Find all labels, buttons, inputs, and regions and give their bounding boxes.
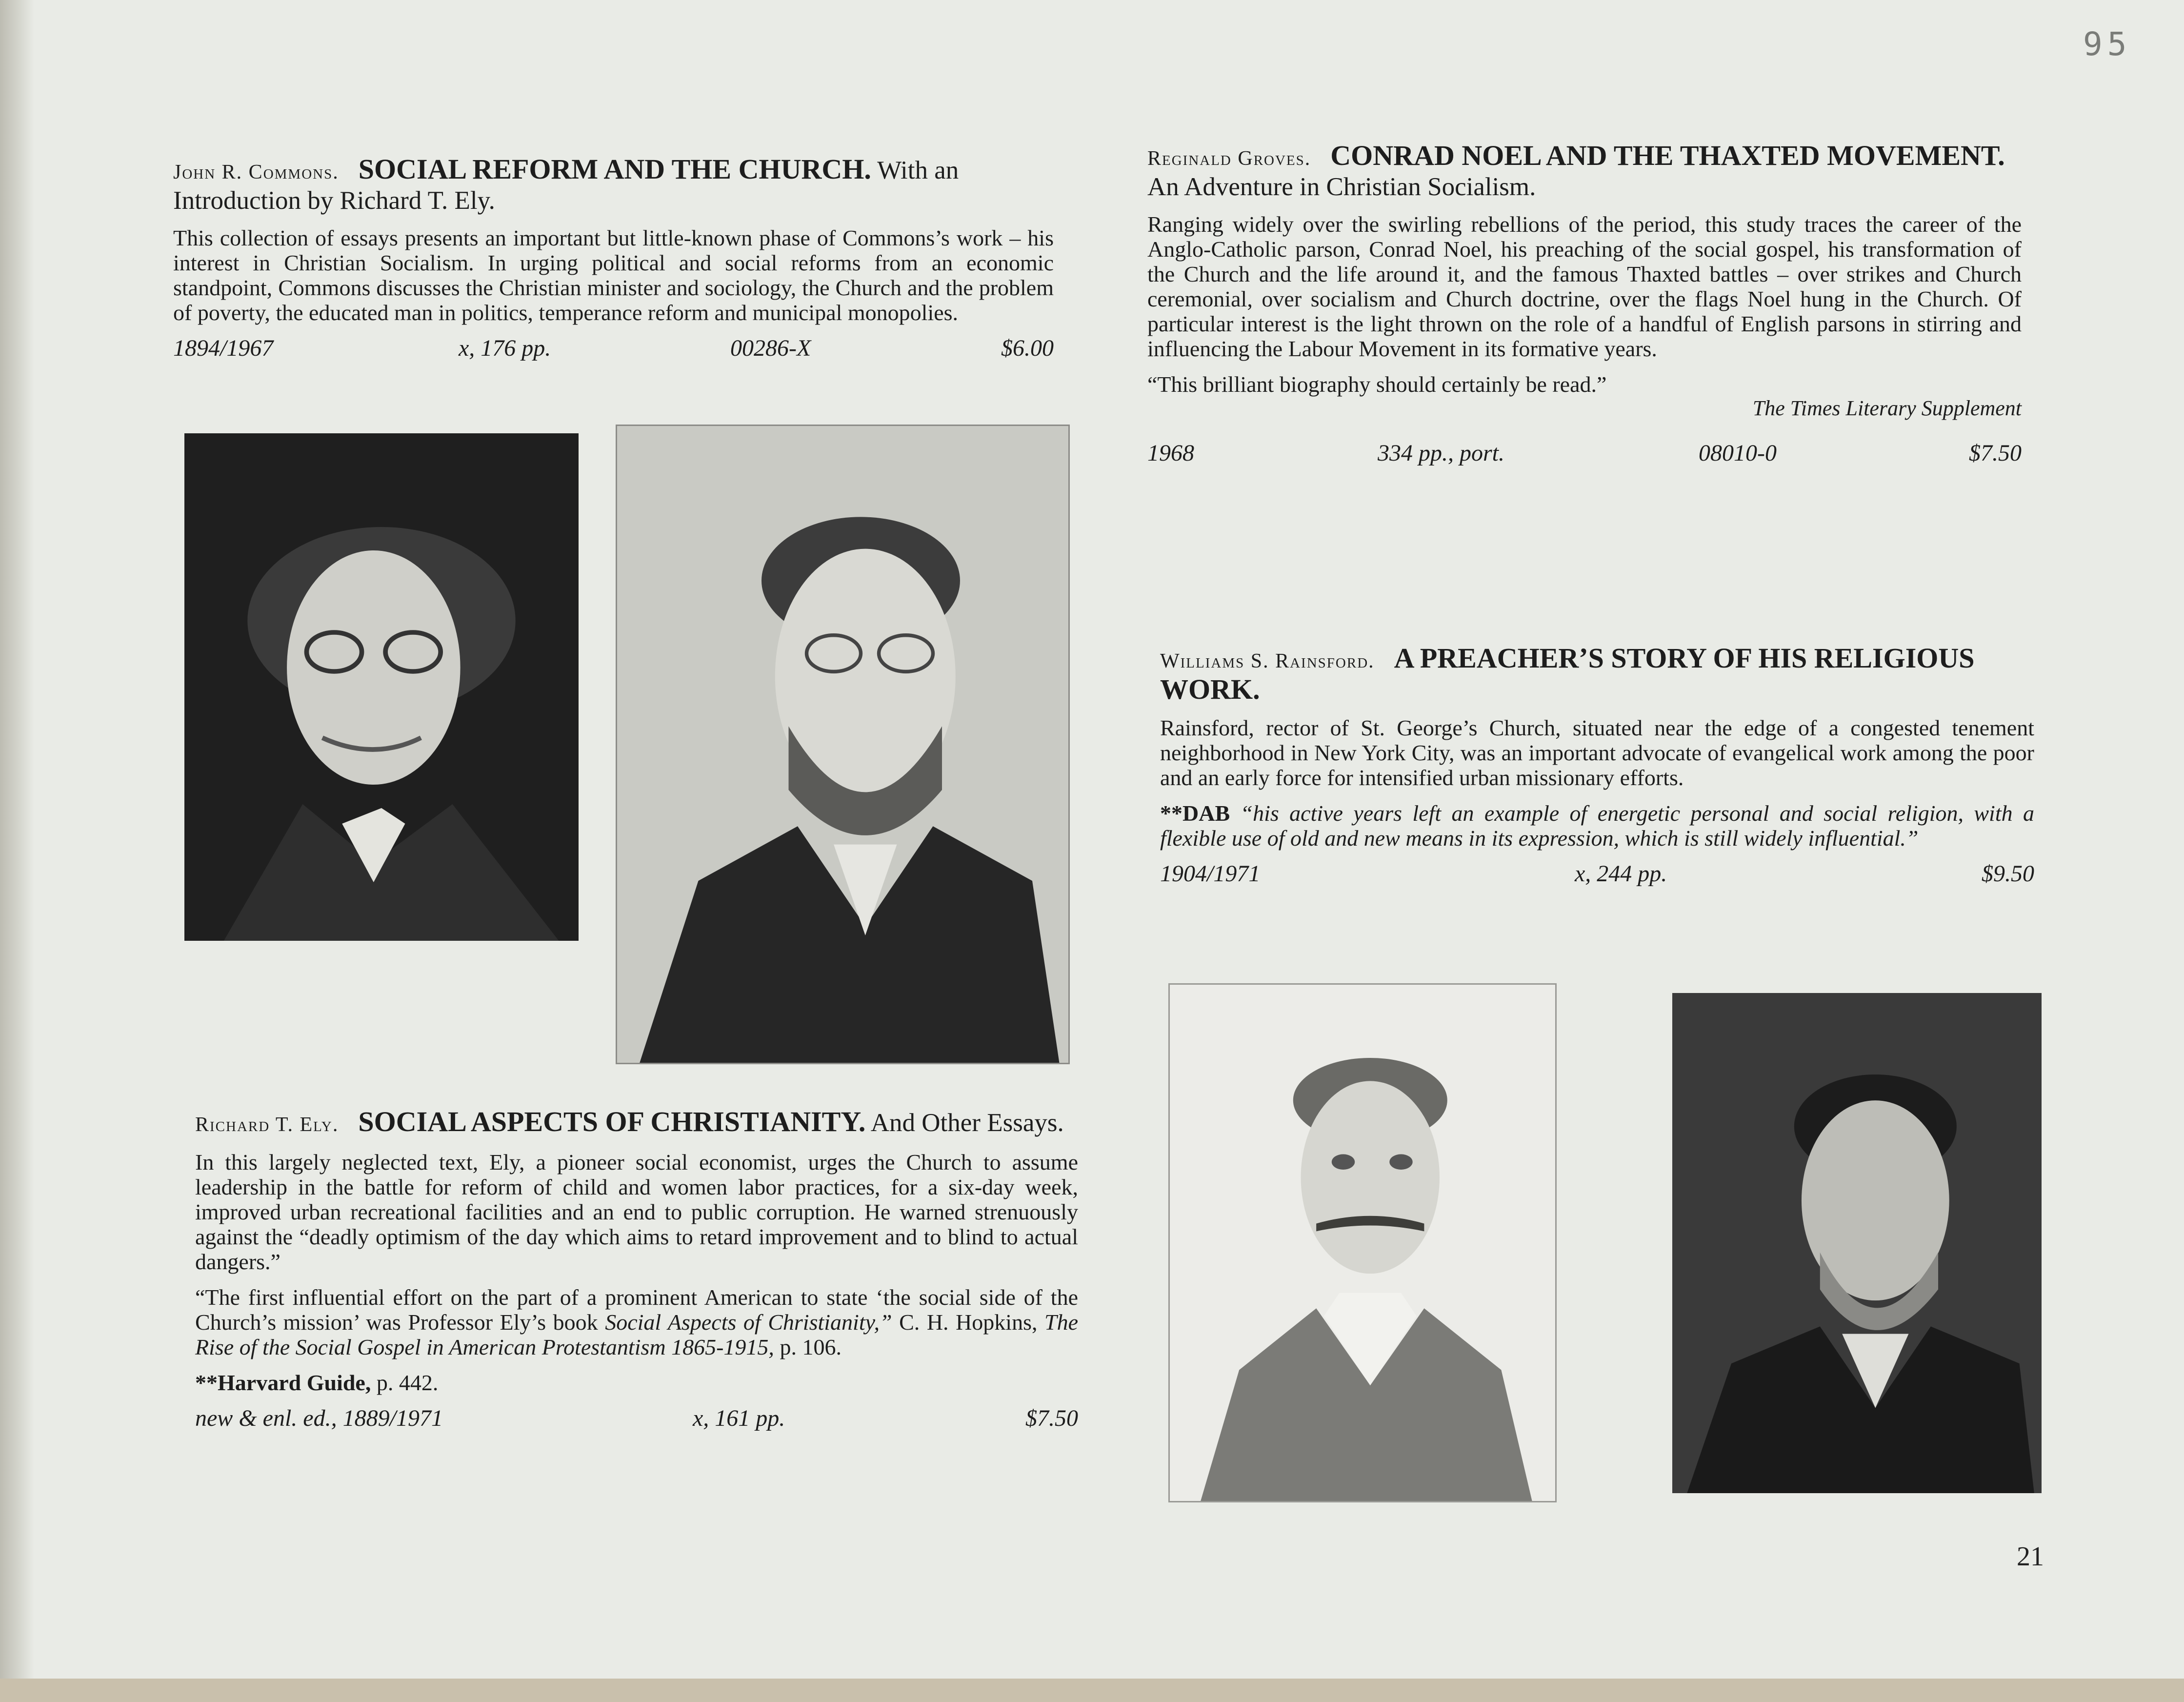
pub-date: 1968 xyxy=(1147,440,1194,466)
quote-author: C. H. Hopkins, xyxy=(899,1310,1038,1335)
portrait-commons xyxy=(184,433,579,941)
publication-info xyxy=(1147,440,2022,469)
author-name: Richard T. Ely. xyxy=(195,1114,339,1136)
page-count: x, 176 pp. xyxy=(459,335,551,361)
publication-info xyxy=(173,335,1054,364)
author-name: John R. Commons. xyxy=(173,161,339,183)
quote-source-work: The Rise of the Social Gospel in American Protestantism 1865-1915, xyxy=(195,1310,1079,1359)
reference-label: **DAB xyxy=(1160,801,1230,826)
entry-rainsford xyxy=(1160,644,2034,890)
author-name: Reginald Groves. xyxy=(1147,147,1311,170)
pub-date: 1894/1967 xyxy=(173,335,274,361)
order-code: 00286-X xyxy=(730,335,811,361)
book-subtitle: With an Introduction by Richard T. Ely. xyxy=(173,156,959,215)
price: $7.50 xyxy=(1969,440,2022,466)
reference-page: p. 442. xyxy=(376,1370,439,1395)
library-stamp: 95 xyxy=(2083,25,2132,63)
pub-date: 1904/1971 xyxy=(1160,861,1261,887)
review-quote xyxy=(195,1285,1078,1359)
review-quote: “This brilliant biography should certainly be read.” xyxy=(1147,372,1607,397)
reference-label: **Harvard Guide, xyxy=(195,1370,371,1395)
quote-source: The Times Literary Supplement xyxy=(1752,396,2022,420)
portrait-rainsford-photo xyxy=(1672,993,2042,1493)
entry-groves xyxy=(1147,142,2022,469)
description: Ranging widely over the swirling rebellions of the period, this study traces the career of the Anglo-Catholic parson, Conrad Noel, his preaching of the social gospel, his transformation of the Church and the life around it, and the famous Thaxted battles – over strikes and Church ceremonial, over socialism and Church doctrine, over the flags Noel hung in the Church. Of particular interest is the light thrown on the role of a handful of English parsons in stirring and influencing the Labour Movement in its formative years. xyxy=(1147,212,2022,361)
entry-ely xyxy=(195,1108,1078,1434)
page-count: x, 244 pp. xyxy=(1575,861,1667,887)
page-number: 21 xyxy=(2017,1541,2044,1572)
quote-book-title: Social Aspects of Christianity,” xyxy=(605,1310,892,1335)
book-title: SOCIAL ASPECTS OF CHRISTIANITY. xyxy=(358,1106,866,1137)
quote-text: “The first influential effort on the part of a prominent American to state ‘the social side of the Church’s mission’ was Professor Ely’s book xyxy=(195,1285,1078,1335)
description: In this largely neglected text, Ely, a pioneer social economist, urges the Church to assume leadership in the battle for reform of child and women labor practices, for a six-day week, improved urban recreational facilities and an end to public corruption. He warned strenuously against the “deadly optimism of the day which aims to retard improvement and to blind to actual dangers.” xyxy=(195,1150,1078,1274)
entry-commons xyxy=(173,155,1054,364)
page-count: 334 pp., port. xyxy=(1378,440,1505,466)
price: $9.50 xyxy=(1982,861,2034,887)
book-title: SOCIAL REFORM AND THE CHURCH. xyxy=(358,153,871,185)
book-title: A PREACHER’S STORY OF HIS RELIGIOUS WORK. xyxy=(1160,642,1975,705)
price: $6.00 xyxy=(1001,335,1054,361)
page-edge xyxy=(0,1679,2184,1702)
entry-heading xyxy=(195,1108,1078,1139)
book-spine-shadow xyxy=(0,0,34,1679)
description: This collection of essays presents an important but little-known phase of Commons’s work – his interest in Christian Socialism. In urging political and social reforms from an economic standpoint, Commons discusses the Christian minister and sociology, the Church and the problem of poverty, the educated man in politics, temperance reform and municipal monopolies. xyxy=(173,225,1054,325)
publication-info xyxy=(1160,860,2034,890)
entry-heading xyxy=(173,155,1054,215)
reference xyxy=(195,1370,1078,1395)
page-count: x, 161 pp. xyxy=(693,1405,785,1431)
author-name: Williams S. Rainsford. xyxy=(1160,650,1375,672)
portrait-rainsford-engraving xyxy=(1168,983,1557,1502)
entry-heading xyxy=(1147,142,2022,201)
pub-date: new & enl. ed., 1889/1971 xyxy=(195,1405,443,1431)
quote-page: p. 106. xyxy=(780,1335,842,1359)
book-subtitle: An Adventure in Christian Socialism. xyxy=(1147,173,1536,201)
publication-info xyxy=(195,1405,1078,1434)
book-title: CONRAD NOEL AND THE THAXTED MOVEMENT. xyxy=(1330,140,2005,171)
order-code: 08010-0 xyxy=(1699,440,1777,466)
book-subtitle: And Other Essays. xyxy=(870,1109,1064,1137)
entry-heading xyxy=(1160,644,2034,705)
portrait-ely xyxy=(616,425,1070,1064)
reference xyxy=(1160,801,2034,851)
reference-text: “his active years left an example of energetic personal and social religion, with a flexible use of old and new means in its expression, which is still widely influential.” xyxy=(1160,801,2035,851)
description: Rainsford, rector of St. George’s Church, situated near the edge of a congested tenement neighborhood in New York City, was an important advocate of evangelical work among the poor and an early force for intensified urban missionary efforts. xyxy=(1160,715,2034,790)
price: $7.50 xyxy=(1025,1405,1078,1431)
